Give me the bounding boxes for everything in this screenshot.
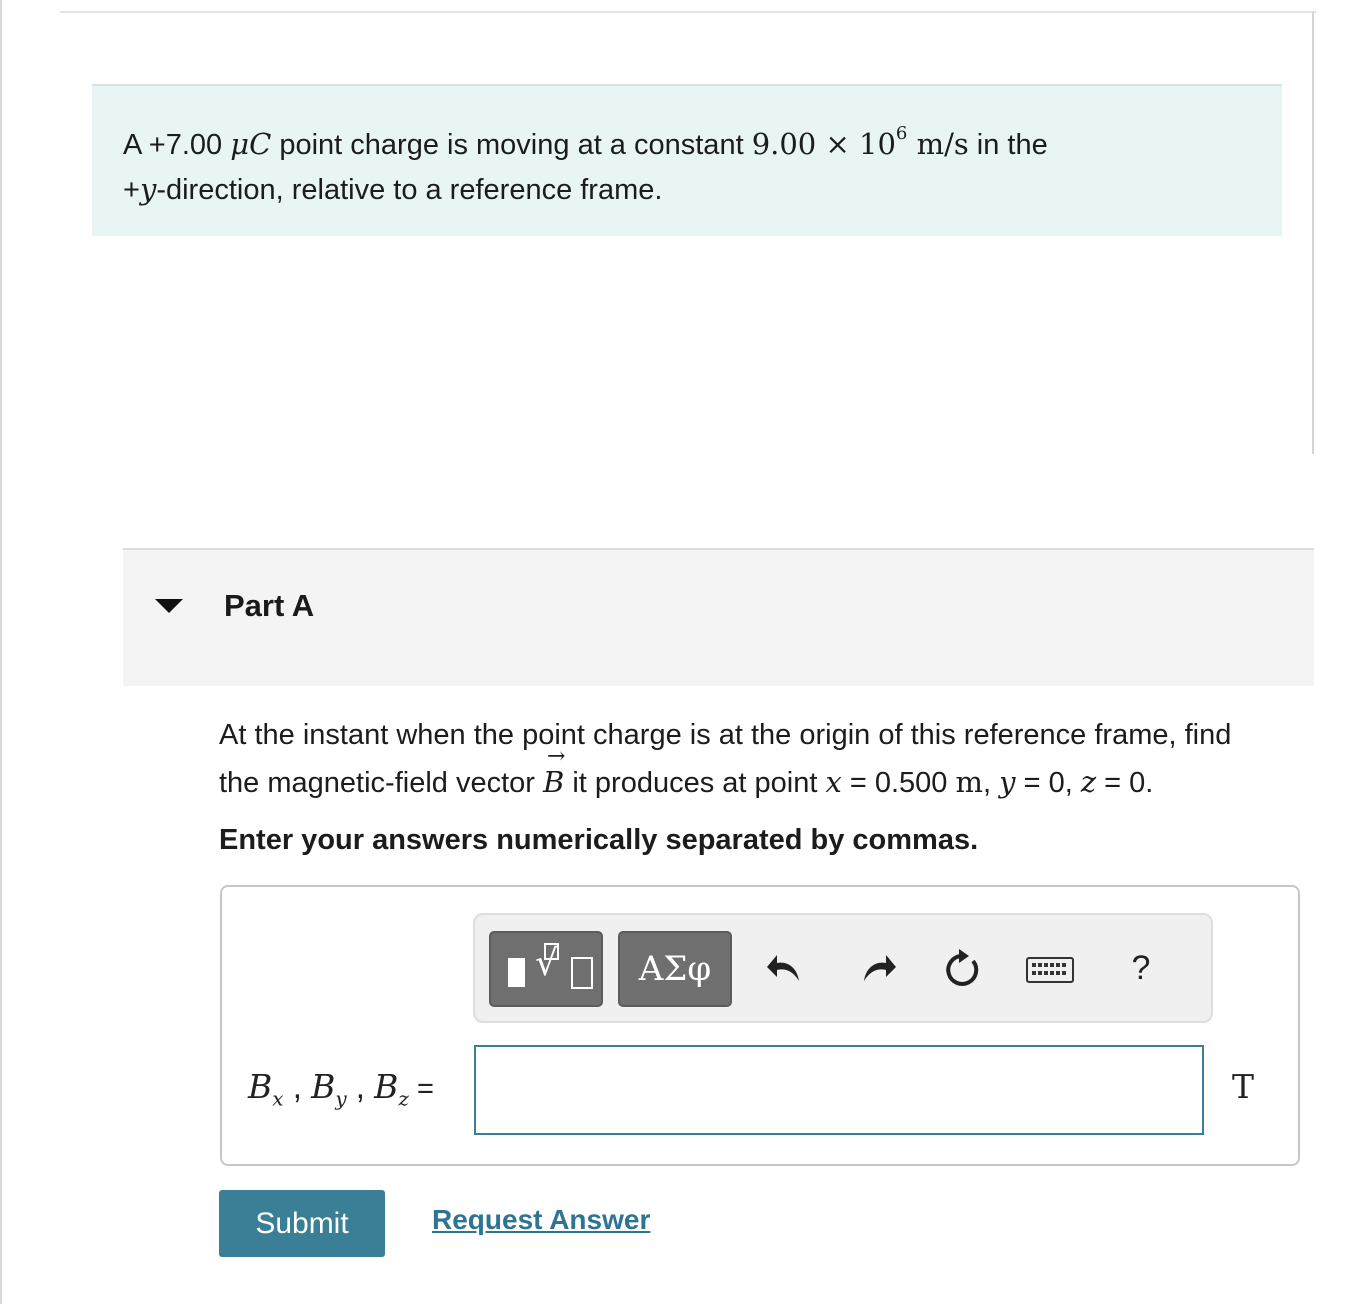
template-box-icon <box>544 943 559 960</box>
separator: , <box>983 767 1000 799</box>
answer-panel <box>220 885 1300 1166</box>
bx-sub: x <box>272 1086 284 1111</box>
help-button[interactable]: ? <box>1131 949 1151 987</box>
collapse-caret-icon[interactable] <box>155 599 183 613</box>
label-equals: = <box>408 1073 434 1105</box>
intro-text-3: in the <box>968 129 1048 161</box>
speed-exponent: 6 <box>895 123 908 145</box>
label-comma-1: , <box>283 1068 312 1105</box>
reset-icon[interactable] <box>941 943 985 993</box>
y-equals: = 0, <box>1015 767 1081 799</box>
intro-text-4: -direction, relative to a reference frame. <box>156 174 663 206</box>
label-comma-2: , <box>346 1068 375 1105</box>
answer-input[interactable] <box>474 1045 1204 1135</box>
z-equals: = 0. <box>1096 767 1154 799</box>
right-divider <box>1312 12 1314 454</box>
charge-unit: μC <box>230 127 272 161</box>
question-text-2: the magnetic-field vector <box>219 767 543 799</box>
template-block-icon <box>508 958 525 987</box>
direction-var: y <box>139 172 157 206</box>
template-box-icon <box>571 957 593 989</box>
top-divider <box>60 11 1316 13</box>
z-var: z <box>1080 765 1097 799</box>
speed-unit: m/s <box>907 127 969 161</box>
question-line-1: At the instant when the point charge is at the origin of this reference frame, find <box>219 719 1232 751</box>
direction-sign: + <box>123 174 140 206</box>
by-var: B <box>311 1067 336 1106</box>
intro-text-2: point charge is moving at a constant <box>271 129 752 161</box>
keyboard-icon[interactable] <box>1026 957 1074 983</box>
unit-label: T <box>1232 1067 1255 1106</box>
submit-button[interactable]: Submit <box>219 1190 385 1257</box>
part-title: Part A <box>224 588 315 623</box>
question-text-3: it produces at point <box>564 767 826 799</box>
sqrt-icon: √ <box>535 943 558 984</box>
greek-symbols-button[interactable]: ΑΣφ <box>618 931 732 1007</box>
bz-var: B <box>374 1067 399 1106</box>
problem-intro <box>92 84 1282 236</box>
bx-var: B <box>248 1067 273 1106</box>
y-var: y <box>999 765 1016 799</box>
templates-button[interactable] <box>489 931 603 1007</box>
instruction-text: Enter your answers numerically separated by commas. <box>219 824 979 856</box>
x-var: x <box>825 765 842 799</box>
intro-text-1: A +7.00 <box>123 129 231 161</box>
request-answer-link[interactable]: Request Answer <box>432 1204 651 1235</box>
math-toolbar <box>473 913 1213 1023</box>
x-unit: m <box>955 765 983 799</box>
question-text <box>219 712 1319 807</box>
speed-mantissa: 9.00 × 10 <box>751 127 896 161</box>
bz-sub: z <box>398 1086 409 1111</box>
part-a-header[interactable] <box>123 548 1314 686</box>
page-border-left <box>0 0 2 1304</box>
answer-label <box>248 1067 434 1111</box>
undo-icon[interactable] <box>763 943 807 993</box>
x-equals: = 0.500 <box>841 767 956 799</box>
b-vector: → B <box>543 759 564 806</box>
by-sub: y <box>335 1086 347 1111</box>
redo-icon[interactable] <box>856 943 900 993</box>
